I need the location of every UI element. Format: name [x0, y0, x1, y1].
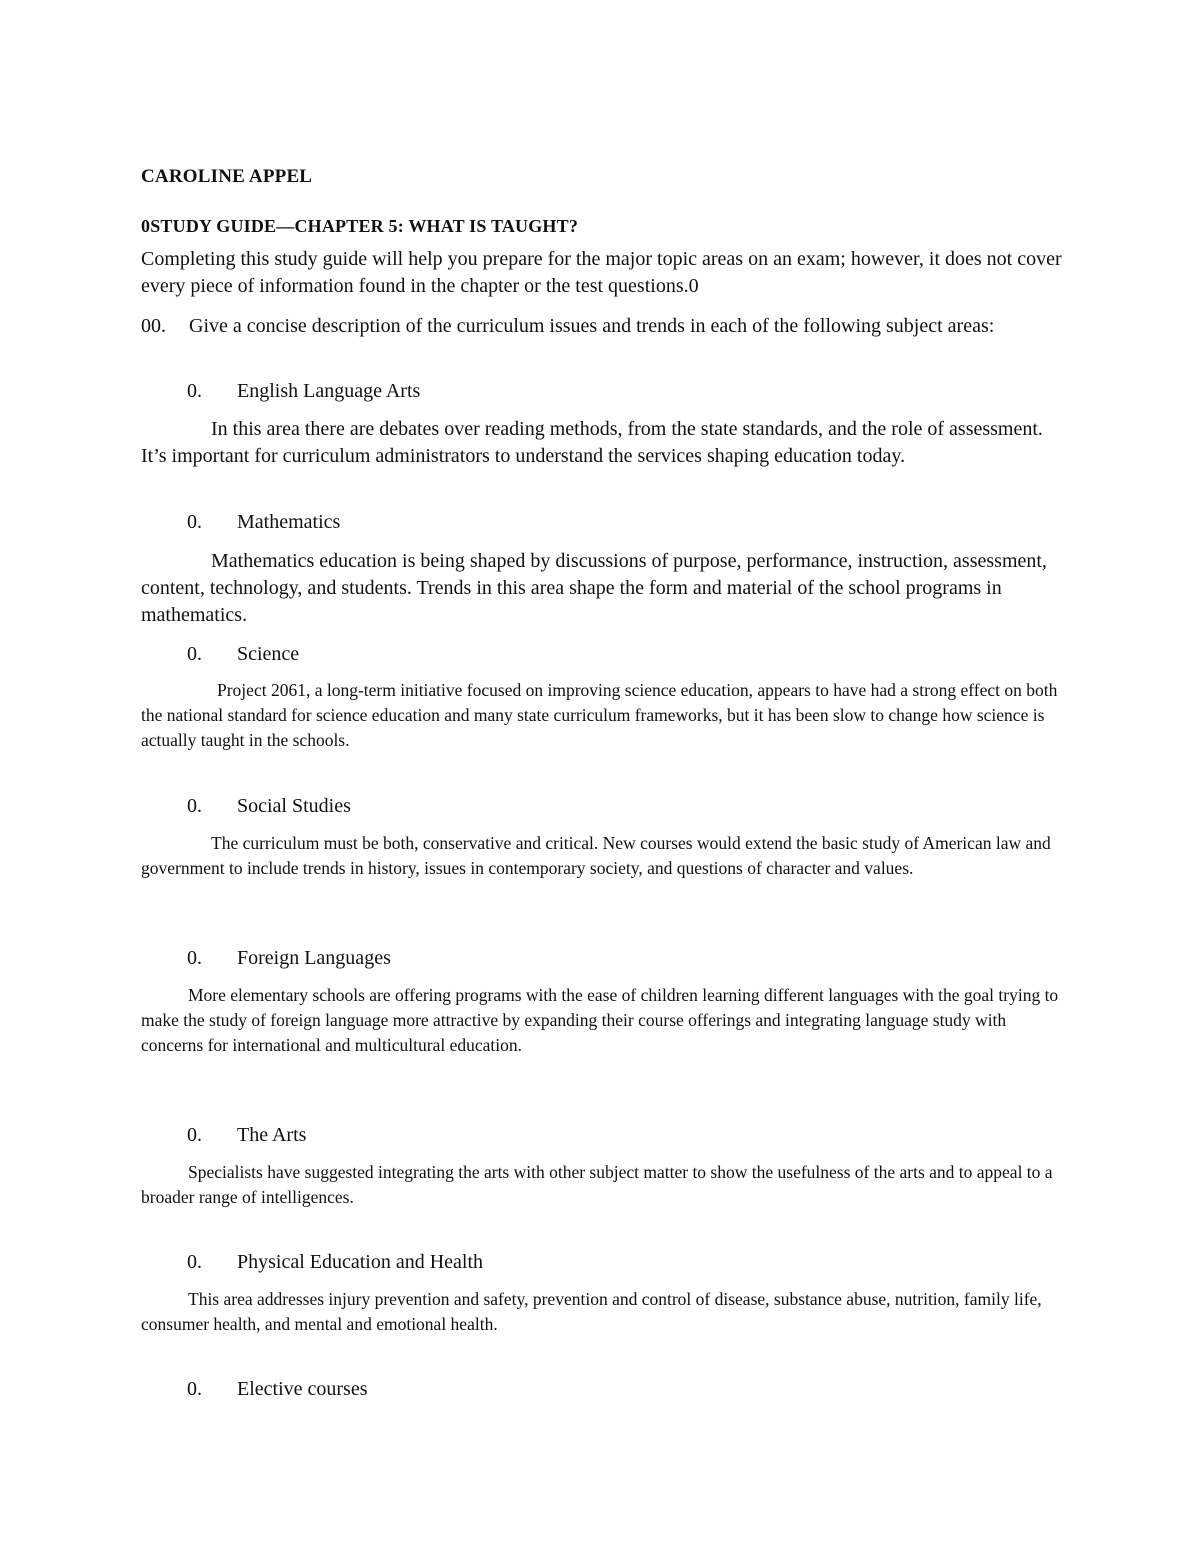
topic-title: English Language Arts	[237, 380, 421, 402]
topic-foreign-languages	[187, 945, 391, 971]
topic-number: 0.	[187, 1124, 202, 1146]
topic-the-arts	[187, 1122, 306, 1148]
topic-title: The Arts	[237, 1124, 307, 1146]
topic-title: Social Studies	[237, 795, 351, 817]
answer-social-studies: The curriculum must be both, conservative and critical. New courses would extend the basic study of American law and government to include trends in history, issues in contemporary society, and questions of character and values.	[141, 833, 1051, 878]
question-item	[141, 313, 1071, 339]
topic-physical-education-and-health	[187, 1249, 483, 1275]
topic-number: 0.	[187, 795, 202, 817]
topic-number: 0.	[187, 511, 202, 533]
answer-english-language-arts: In this area there are debates over reading methods, from the state standards, and the role of assessment. It’s important for curriculum administrators to understand the services shaping education today.	[141, 418, 1043, 467]
topic-title: Physical Education and Health	[237, 1251, 484, 1273]
question-text: Give a concise description of the curriculum issues and trends in each of the following subject areas:	[189, 315, 995, 337]
question-number: 00.	[141, 315, 166, 337]
topic-science	[187, 641, 299, 667]
topic-title: Mathematics	[237, 511, 341, 533]
topic-number: 0.	[187, 1378, 202, 1400]
answer-physical-education-and-health: This area addresses injury prevention and safety, prevention and control of disease, substance abuse, nutrition, family life, consumer health, and mental and emotional health.	[141, 1289, 1042, 1334]
intro-paragraph: Completing this study guide will help you prepare for the major topic areas on an exam; however, it does not cover every piece of information found in the chapter or the test questions.0	[141, 248, 1062, 297]
topic-number: 0.	[187, 380, 202, 402]
topic-title: Elective courses	[237, 1378, 368, 1400]
answer-mathematics: Mathematics education is being shaped by discussions of purpose, performance, instruction, assessment, content, technology, and students. Trends in this area shape the form and material of the school programs in mathematics.	[141, 550, 1047, 626]
topic-number: 0.	[187, 947, 202, 969]
topic-number: 0.	[187, 643, 202, 665]
topic-elective-courses	[187, 1376, 368, 1402]
answer-the-arts: Specialists have suggested integrating the arts with other subject matter to show the usefulness of the arts and to appeal to a broader range of intelligences.	[141, 1162, 1053, 1207]
topic-title: Science	[237, 643, 300, 665]
topic-social-studies	[187, 793, 351, 819]
study-guide-heading: 0STUDY GUIDE—CHAPTER 5: WHAT IS TAUGHT?	[141, 216, 579, 236]
answer-foreign-languages: More elementary schools are offering programs with the ease of children learning different languages with the goal trying to make the study of foreign language more attractive by expanding their course offerings and integrating language study with concerns for international and multicultural education.	[141, 985, 1059, 1055]
topic-title: Foreign Languages	[237, 947, 391, 969]
topic-mathematics	[187, 509, 340, 535]
topic-english-language-arts	[187, 378, 420, 404]
topic-number: 0.	[187, 1251, 202, 1273]
answer-science: Project 2061, a long-term initiative focused on improving science education, appears to have had a strong effect on both the national standard for science education and many state curriculum frameworks, but it has been slow to change how science is actually taught in the schools.	[141, 680, 1058, 750]
author-name: CAROLINE APPEL	[141, 166, 313, 187]
